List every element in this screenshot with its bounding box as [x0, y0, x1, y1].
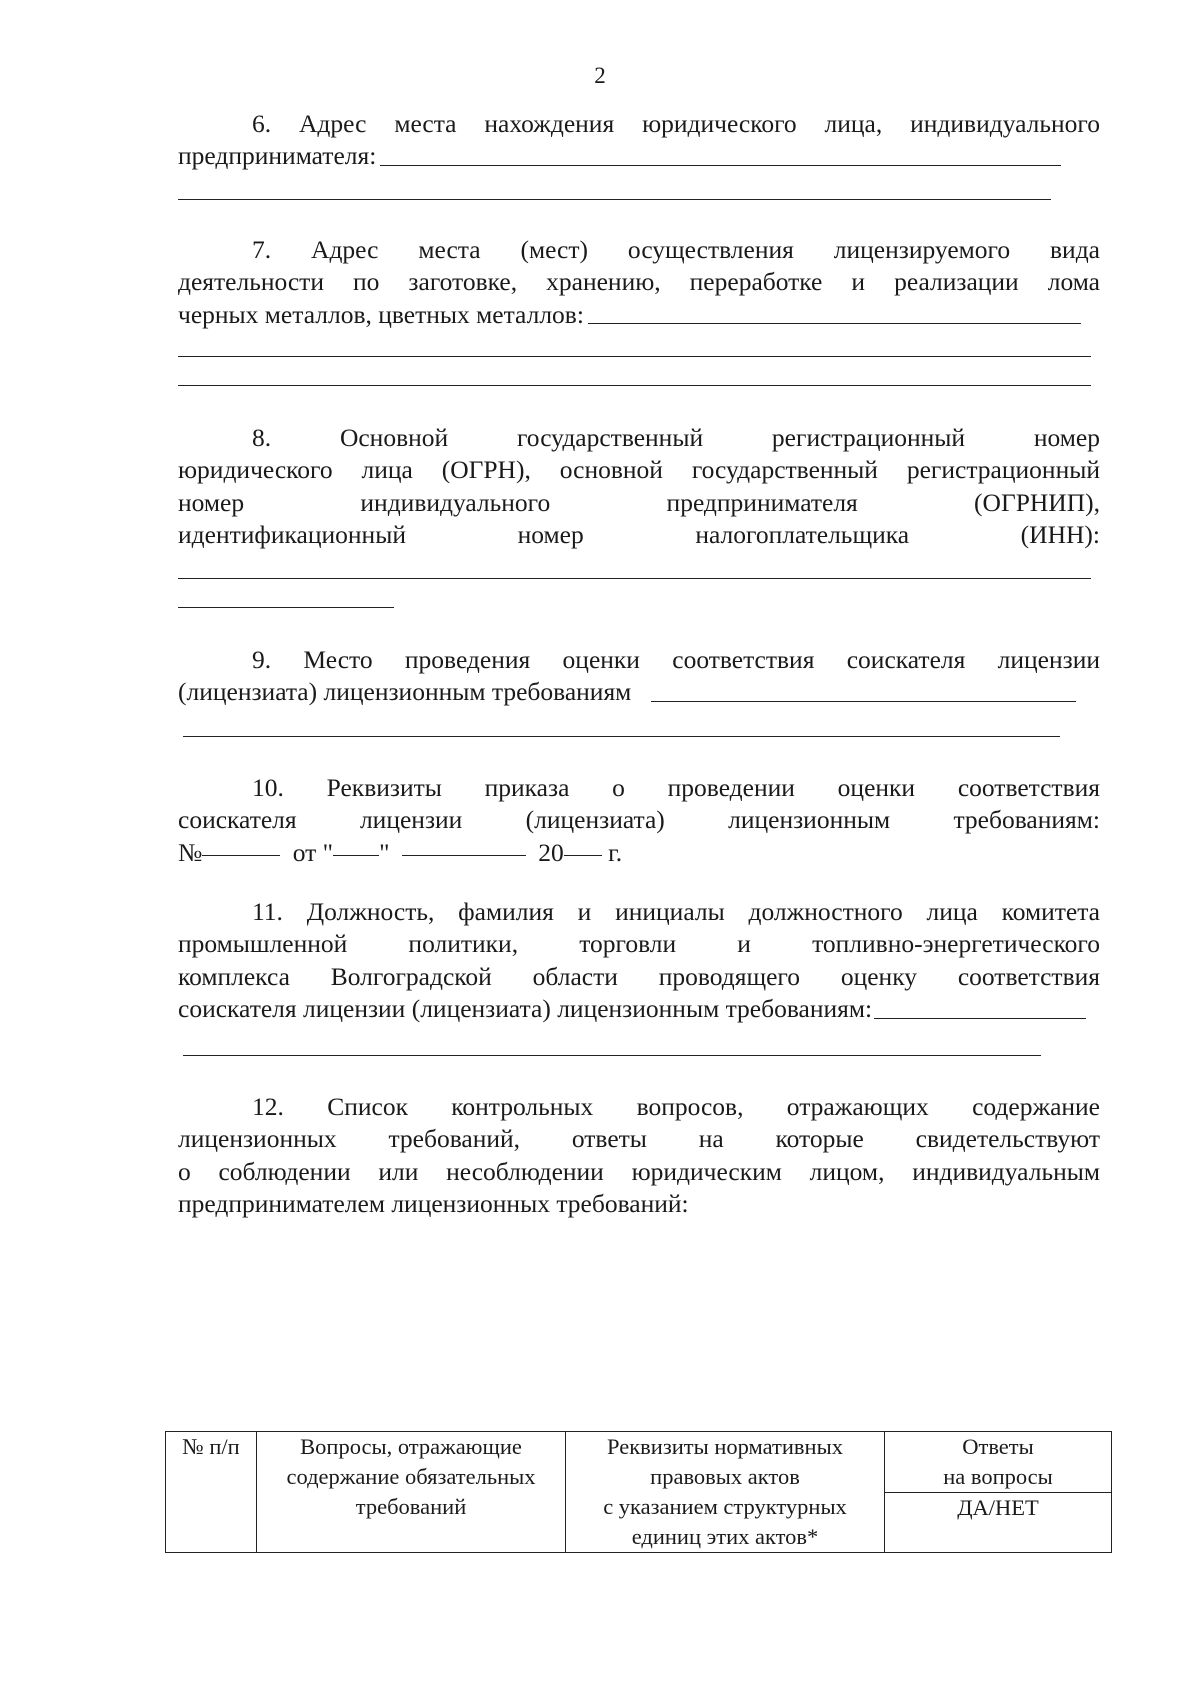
- item-8-registration-numbers: [178, 422, 1100, 552]
- col-questions-header: [257, 1432, 566, 1553]
- col-questions-label-3: требований: [355, 1494, 467, 1519]
- order-number-sign: №: [178, 837, 203, 867]
- item-8-blank-line-1: [178, 578, 1091, 579]
- col-acts-label-2: правовых актов: [650, 1464, 800, 1489]
- item-12-line-4: предпринимателем лицензионных требований:: [178, 1189, 689, 1219]
- item-9-line-2: [178, 676, 1076, 708]
- item-6-legal-address: [178, 108, 1100, 173]
- item-8-blank-line-2: [178, 607, 394, 608]
- col-number-header: [166, 1432, 257, 1553]
- item-6-line-1: 6. Адрес места нахождения юридического лица, индивидуального: [252, 109, 1100, 138]
- item-7-blank-line-2: [178, 385, 1091, 386]
- col-questions-label-1: Вопросы, отражающие: [300, 1434, 522, 1459]
- item-9-line-1: 9. Место проведения оценки соответствия соискателя лицензии: [252, 645, 1100, 674]
- order-date-label: от ": [292, 837, 334, 867]
- col-acts-header: [566, 1432, 885, 1553]
- col-questions-label-2: содержание обязательных: [286, 1464, 536, 1489]
- item-6-blank: [380, 165, 1061, 166]
- col-acts-label-3: с указанием структурных: [603, 1494, 847, 1519]
- item-6-label: предпринимателя:: [178, 141, 377, 171]
- item-11-line-2: промышленной политики, торговли и топливно-энергетического: [178, 929, 1100, 959]
- col-answers-header: [885, 1432, 1112, 1553]
- item-11-label: соискателя лицензии (лицензиата) лицензионным требованиям:: [178, 994, 873, 1024]
- item-8-line-2: юридического лица (ОГРН), основной государственный регистрационный: [178, 455, 1100, 485]
- item-11-line-3: комплекса Волгоградской области проводящего оценку соответствия: [178, 961, 1100, 991]
- col-answers-top: [885, 1432, 1111, 1493]
- item-9-assessment-place: [178, 644, 1100, 709]
- col-number-label: № п/п: [182, 1434, 240, 1459]
- item-11-line-1: 11. Должность, фамилия и инициалы должностного лица комитета: [252, 897, 1100, 926]
- item-8-line-1: 8. Основной государственный регистрационный номер: [252, 423, 1100, 452]
- item-10-line-2: соискателя лицензии (лицензиата) лицензионным требованиям:: [178, 805, 1100, 835]
- col-answers-label-1: Ответы: [962, 1434, 1034, 1459]
- item-11-line-4: [178, 993, 1086, 1025]
- item-6-blank-line: [178, 199, 1051, 200]
- order-year-suffix: г.: [608, 837, 623, 867]
- item-7-activity-address: [178, 234, 1100, 331]
- item-12-line-1: 12. Список контрольных вопросов, отражающих содержание: [252, 1092, 1100, 1121]
- item-8-line-3: номер индивидуального предпринимателя (ОГРНИП),: [178, 487, 1100, 517]
- item-7-line-2: деятельности по заготовке, хранению, переработке и реализации лома: [178, 267, 1100, 297]
- col-answers-yes-no: ДА/НЕТ: [957, 1495, 1039, 1520]
- col-answers-label-2: на вопросы: [943, 1464, 1053, 1489]
- item-9-blank: [651, 701, 1076, 702]
- item-11-blank: [874, 1018, 1086, 1019]
- item-9-blank-line: [183, 736, 1060, 737]
- item-6-line-2: [178, 140, 1061, 172]
- item-11-blank-line: [183, 1055, 1041, 1056]
- item-7-blank-line-1: [178, 356, 1091, 357]
- order-year-blank: [564, 855, 602, 856]
- item-10-line-3: [178, 837, 1100, 869]
- item-11-official: [178, 896, 1100, 1026]
- item-12-line-2: лицензионных требований, ответы на которые свидетельствуют: [178, 1124, 1100, 1154]
- item-10-line-1: 10. Реквизиты приказа о проведении оценки соответствия: [252, 773, 1100, 802]
- item-12-line-3: о соблюдении или несоблюдении юридическим лицом, индивидуальным: [178, 1156, 1100, 1186]
- item-7-line-1: 7. Адрес места (мест) осуществления лицензируемого вида: [252, 235, 1100, 264]
- item-7-blank: [588, 323, 1081, 324]
- item-9-label: (лицензиата) лицензионным требованиям: [178, 677, 632, 707]
- order-month-blank: [402, 855, 526, 856]
- item-7-line-3: [178, 299, 1081, 331]
- page-number: 2: [594, 63, 606, 88]
- col-acts-label-4: единиц этих актов*: [631, 1524, 819, 1549]
- order-year-prefix: 20: [538, 837, 564, 867]
- order-number-blank: [202, 855, 280, 856]
- order-day-blank: [333, 855, 379, 856]
- table-header-row: [166, 1432, 1112, 1553]
- order-date-quote: ": [379, 837, 390, 867]
- item-10-order-details: [178, 772, 1100, 869]
- col-acts-label-1: Реквизиты нормативных: [607, 1434, 843, 1459]
- checklist-table-header: [165, 1431, 1112, 1553]
- item-7-label: черных металлов, цветных металлов:: [178, 299, 584, 329]
- item-12-checklist-intro: [178, 1091, 1100, 1221]
- item-8-line-4: идентификационный номер налогоплательщика (ИНН):: [178, 520, 1100, 550]
